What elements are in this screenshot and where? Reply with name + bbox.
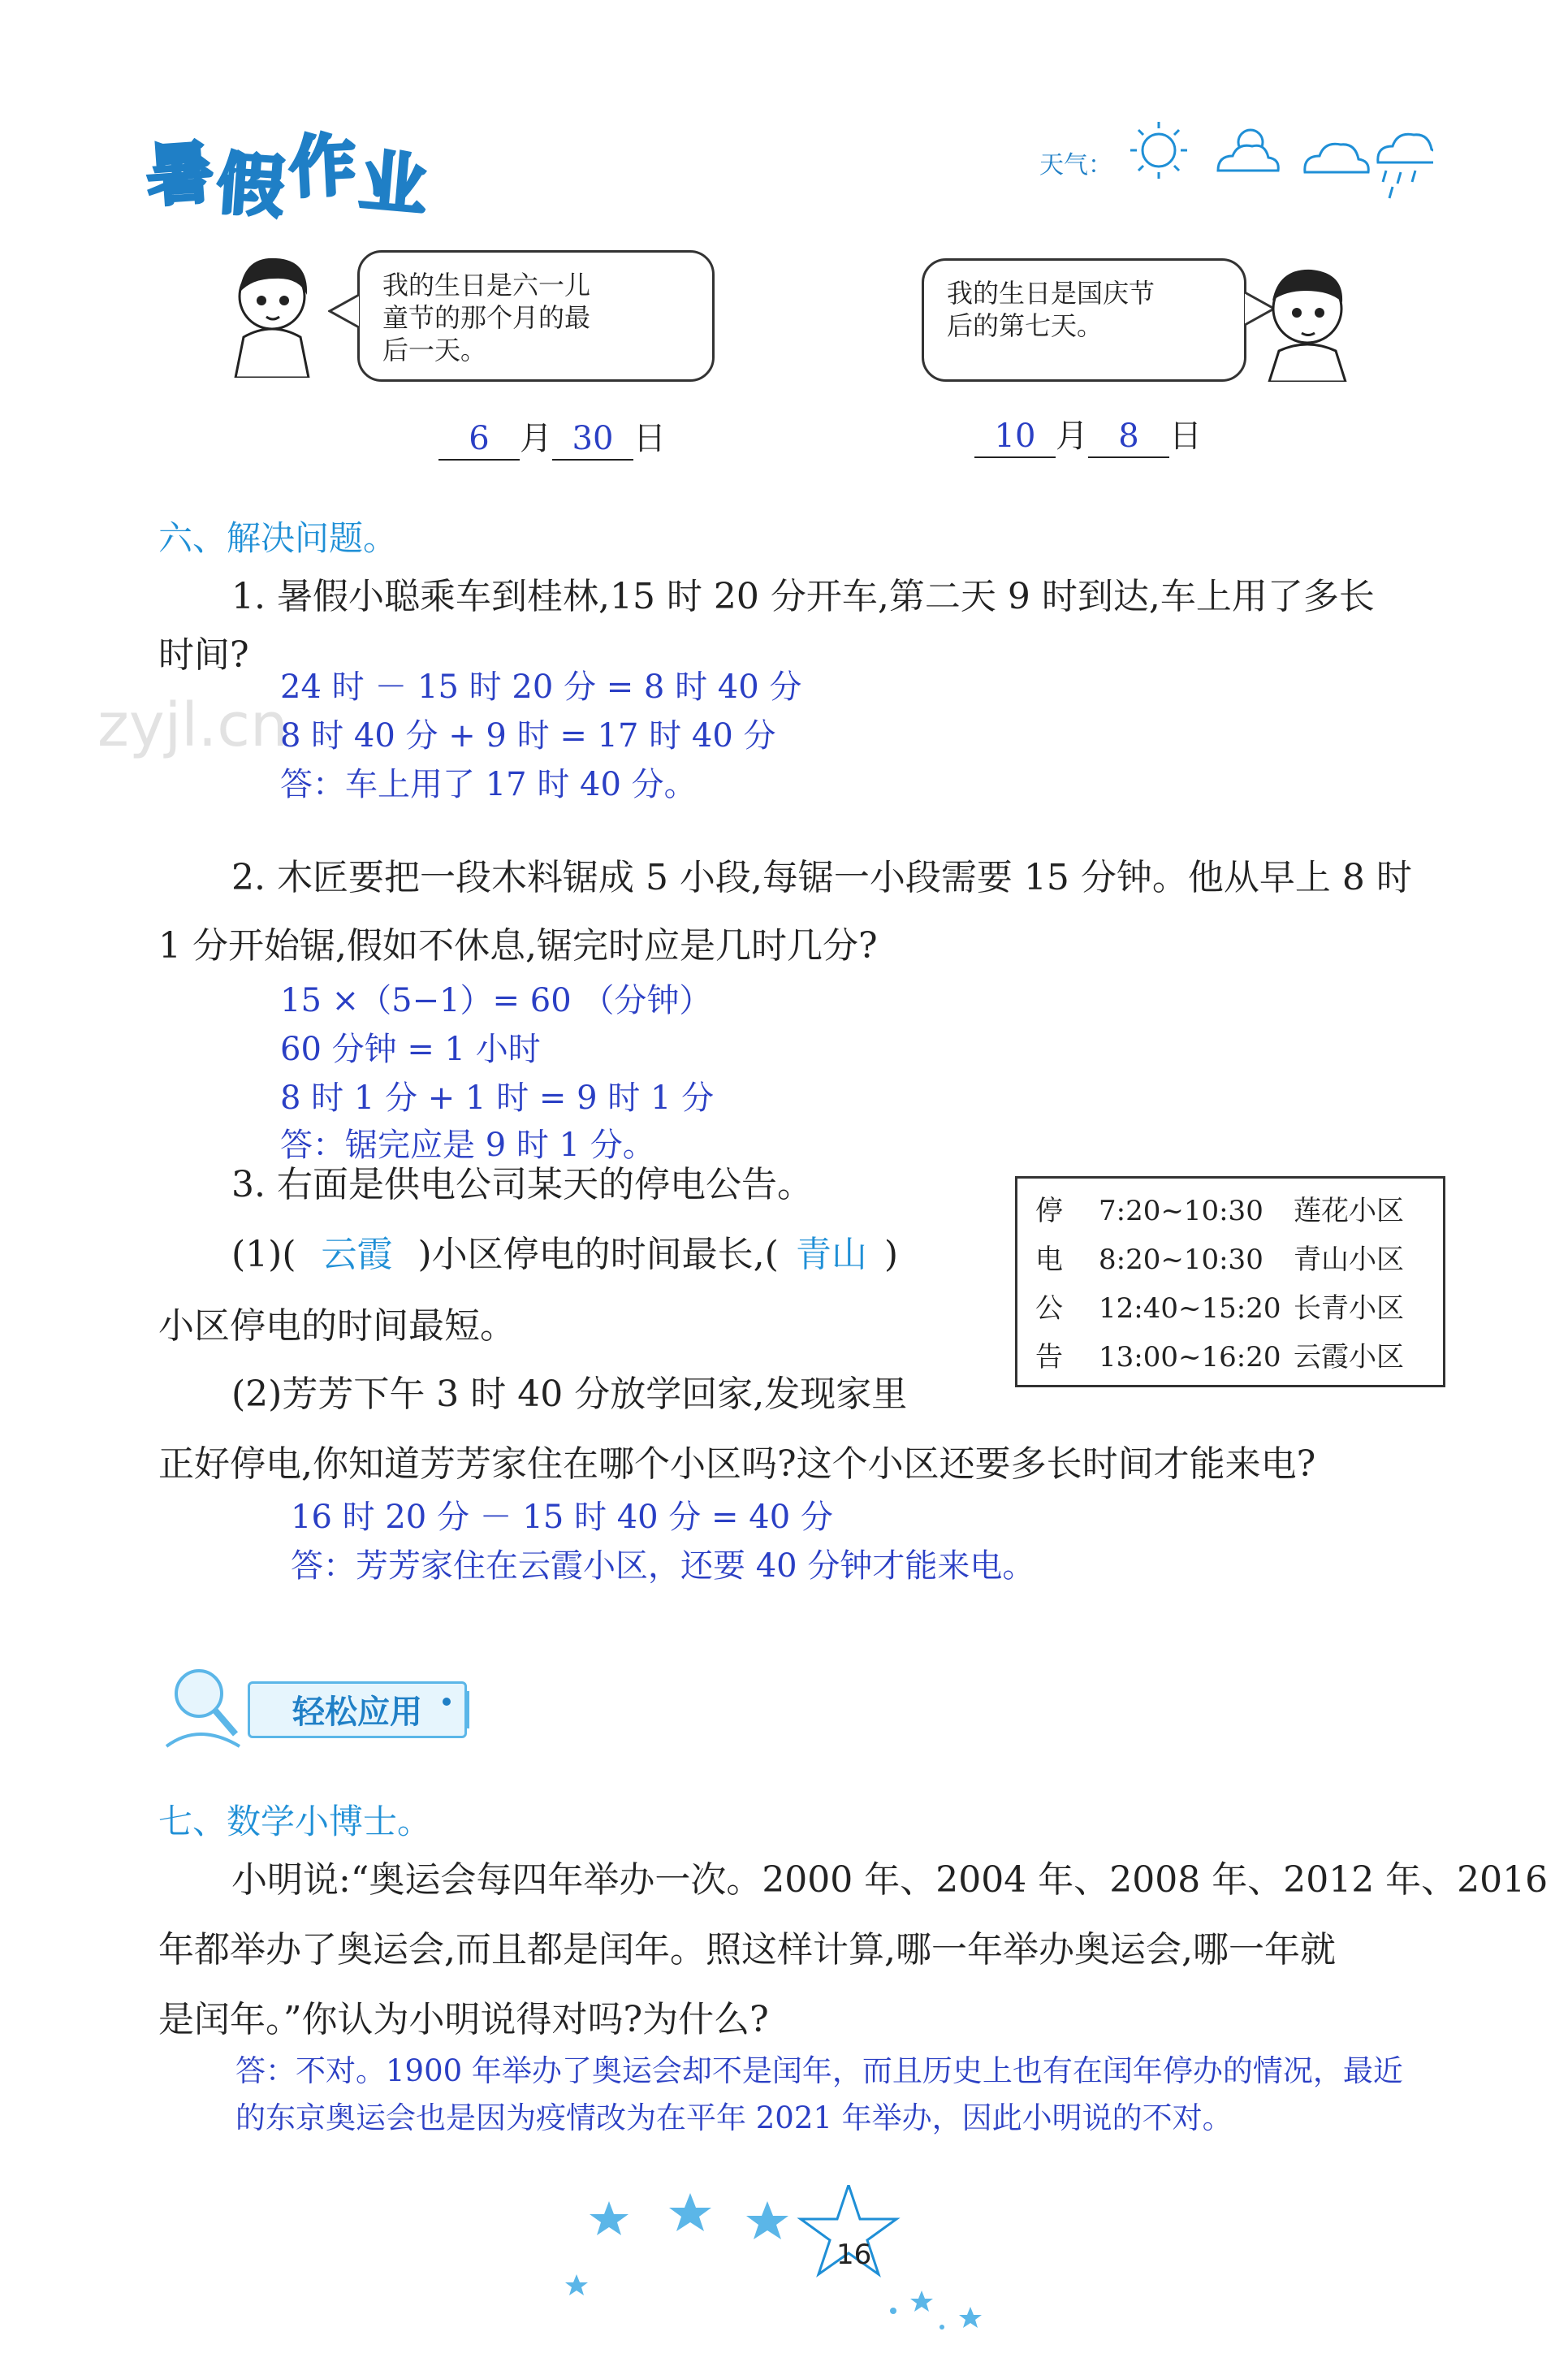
bubble-tail-left	[328, 291, 361, 331]
notice-place: 青山小区	[1294, 1244, 1404, 1276]
star-icon	[746, 2201, 788, 2239]
q1-line-1: 1. 暑假小聪乘车到桂林,15 时 20 分开车,第二天 9 时到达,车上用了多长	[231, 576, 1375, 617]
bubble-line: 童节的那个月的最	[382, 302, 591, 333]
section-6-title: 六、解决问题。	[158, 518, 398, 558]
speech-bubble-left	[357, 250, 715, 382]
q3-text: )	[883, 1234, 898, 1275]
q3-part2-line2: 正好停电,你知道芳芳家住在哪个小区吗?这个小区还要多长时间才能来电?	[158, 1443, 1316, 1485]
notice-time: 13:00~16:20	[1099, 1341, 1281, 1374]
notice-row	[1017, 1333, 1443, 1382]
notice-row	[1017, 1235, 1443, 1284]
q2-answer-2: 60 分钟 = 1 小时	[280, 1031, 541, 1068]
date-answer-right	[974, 410, 1202, 458]
rain-icon	[1378, 134, 1433, 198]
q7-line-2: 年都举办了奥运会,而且都是闰年。照这样计算,哪一年举办奥运会,哪一年就	[158, 1929, 1336, 1970]
notice-label: 停	[1035, 1195, 1063, 1227]
star-icon	[565, 2274, 588, 2295]
q3-part2-line1: (2)芳芳下午 3 时 40 分放学回家,发现家里	[231, 1374, 908, 1415]
q1-answer-1: 24 时 － 15 时 20 分 = 8 时 40 分	[280, 668, 802, 706]
bubble-line: 后的第七天。	[947, 310, 1104, 341]
bubble-line: 我的生日是六一儿	[382, 270, 591, 301]
sun-icon	[1130, 122, 1187, 179]
app-banner-dot	[443, 1698, 451, 1706]
girl-illustration	[227, 248, 325, 378]
banner-char: 业	[356, 143, 435, 227]
notice-label: 电	[1035, 1244, 1063, 1276]
magnifier-kid-icon	[158, 1657, 248, 1754]
sun-cloud-icon	[1218, 130, 1278, 171]
notice-time: 12:40~15:20	[1099, 1292, 1281, 1325]
q3-answer-shortest: 青山	[795, 1234, 867, 1275]
q7-answer-2: 的东京奥运会也是因为疫情改为在平年 2021 年举办，因此小明说的不对。	[235, 2100, 1233, 2135]
day-answer: 8	[1088, 416, 1169, 458]
q3-part1-line1	[231, 1220, 898, 1290]
q7-line-1: 小明说:“奥运会每四年举办一次。2000 年、2004 年、2008 年、2012 年、2016	[231, 1859, 1549, 1901]
month-unit: 月	[520, 420, 552, 457]
q2-line-2: 1 分开始锯,假如不休息,锯完时应是几时几分?	[158, 925, 878, 967]
star-icon	[959, 2307, 982, 2328]
banner-char: 假	[214, 145, 292, 227]
notice-place: 云霞小区	[1294, 1341, 1404, 1374]
q3-intro: 3. 右面是供电公司某天的停电公告。	[231, 1164, 813, 1205]
month-unit: 月	[1056, 417, 1088, 455]
day-unit: 日	[633, 420, 666, 457]
weather-label: 天气：	[1039, 151, 1112, 180]
notice-place: 长青小区	[1294, 1292, 1404, 1325]
q2-answer-4: 答：锯完应是 9 时 1 分。	[280, 1127, 655, 1164]
q2-answer-3: 8 时 1 分 + 1 时 = 9 时 1 分	[280, 1079, 715, 1117]
notice-label: 公	[1035, 1292, 1063, 1325]
q3-answer-2: 答：芳芳家住在云霞小区，还要 40 分钟才能来电。	[291, 1547, 1035, 1585]
notice-row	[1017, 1187, 1443, 1235]
notice-row	[1017, 1284, 1443, 1333]
month-answer: 6	[438, 418, 520, 461]
bubble-line: 我的生日是国庆节	[947, 278, 1155, 309]
q1-answer-3: 答：车上用了 17 时 40 分。	[280, 766, 697, 803]
watermark: zyjl.cn	[97, 690, 288, 760]
banner-title	[144, 122, 435, 227]
star-icon	[590, 2201, 628, 2235]
day-unit: 日	[1169, 417, 1202, 455]
notice-place: 莲花小区	[1294, 1195, 1404, 1227]
q3-part1-line2: 小区停电的时间最短。	[158, 1305, 516, 1347]
banner-char: 作	[287, 126, 363, 208]
month-answer: 10	[974, 416, 1056, 458]
star-icon	[669, 2193, 711, 2231]
app-banner-divider	[467, 1691, 469, 1728]
cloud-icon	[1305, 144, 1368, 172]
q2-line-1: 2. 木匠要把一段木料锯成 5 小段,每锯一小段需要 15 分钟。他从早上 8 时	[231, 857, 1412, 898]
q3-text: (1)(	[231, 1234, 296, 1275]
star-icon	[910, 2291, 933, 2312]
q3-text: )小区停电的时间最长,(	[417, 1234, 779, 1275]
app-section-banner: 轻松应用	[248, 1681, 467, 1738]
q7-line-3: 是闰年。”你认为小明说得对吗?为什么?	[158, 1999, 769, 2040]
banner-char: 暑	[144, 134, 221, 216]
page-number: 16	[836, 2239, 872, 2271]
day-answer: 30	[552, 418, 633, 461]
section-7-title: 七、数学小博士。	[158, 1802, 432, 1841]
notice-time: 8:20~10:30	[1099, 1244, 1263, 1276]
footer-stars	[560, 2185, 1064, 2347]
weather-icons	[1125, 114, 1433, 203]
boy-illustration	[1255, 260, 1368, 382]
q1-answer-2: 8 时 40 分 + 9 时 = 17 时 40 分	[280, 717, 776, 755]
q2-answer-1: 15 ×（5−1）= 60 （分钟）	[280, 982, 712, 1019]
speech-bubble-right	[922, 258, 1246, 382]
q3-answer-longest: 云霞	[321, 1234, 393, 1275]
q7-answer-1: 答：不对。1900 年举办了奥运会却不是闰年，而且历史上也有在闰年停办的情况，最近	[235, 2053, 1403, 2088]
date-answer-left	[438, 413, 666, 461]
q1-line-2: 时间?	[158, 634, 249, 676]
notice-time: 7:20~10:30	[1099, 1195, 1263, 1227]
notice-label: 告	[1035, 1341, 1063, 1374]
power-outage-notice	[1015, 1176, 1445, 1387]
bubble-line: 后一天。	[382, 335, 487, 366]
q3-answer-1: 16 时 20 分 － 15 时 40 分 = 40 分	[291, 1499, 833, 1536]
